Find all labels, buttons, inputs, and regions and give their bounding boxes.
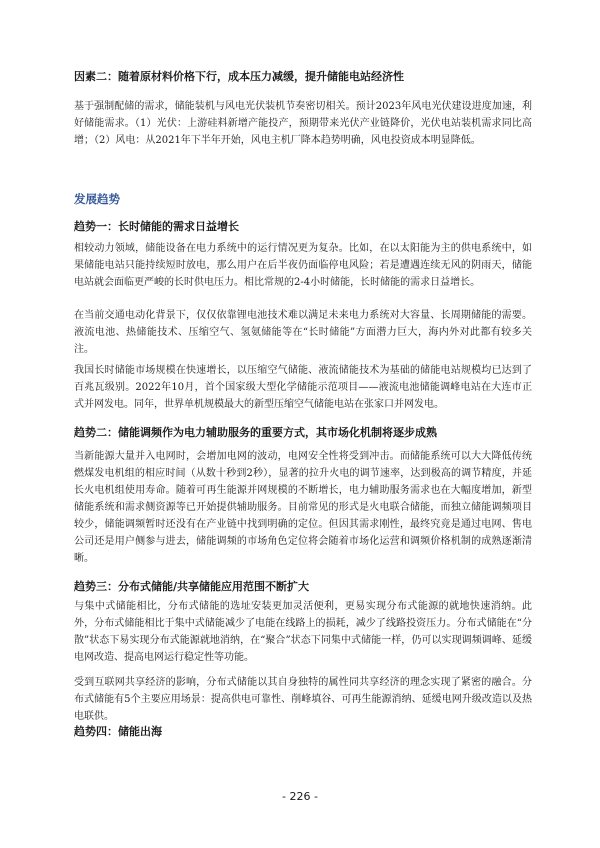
- section-title-block: [74, 191, 532, 207]
- trend3-heading-block: [74, 580, 532, 594]
- section-title: 发展趋势: [74, 192, 120, 206]
- trend1-heading: 趋势一：长时储能的需求日益增长: [74, 220, 239, 233]
- trend3-para1-block: [74, 598, 532, 666]
- factor2-paragraph-block: [74, 98, 532, 149]
- trend1-paragraph-3: 我国长时储能市场规模在快速增长，以压缩空气储能、液流储能技术为基础的储能电站规模均已达到了百兆瓦级别。2022年10月，首个国家级大型化学储能示范项目——液流电池储能调峰电站在大连市正式并网发电。同年，世界单机规模最大的新型压缩空气储能电站在张家口并网发电。: [74, 365, 532, 410]
- trend1-paragraph-2: 在当前交通电动化背景下，仅仅依靠锂电池技术难以满足未来电力系统对大容量、长周期储能的需要。液流电池、热储能技术、压缩空气、氢氨储能等在“长时储能”方面潜力巨大，海内外对此都有较多关注。: [74, 310, 532, 355]
- trend4-heading: 趋势四：储能出海: [74, 725, 162, 738]
- factor2-heading: 因素二：随着原材料价格下行，成本压力减缓，提升储能电站经济性: [74, 70, 404, 83]
- trend3-heading: 趋势三：分布式储能/共享储能应用范围不断扩大: [74, 580, 310, 593]
- trend1-para2-block: [74, 307, 532, 358]
- trend2-para-block: [74, 448, 532, 567]
- trend3-paragraph-1: 与集中式储能相比，分布式储能的选址安装更加灵活便利，更易实现分布式能源的就地快速消纳。此外，分布式储能相比于集中式储能减少了电能在线路上的损耗，减少了线路投资压力。分布式储能在“分散”状态下易实现分布式能源就地消纳，在“聚合”状态下同集中式储能一样，仍可以实现调频调峰、延缓电网改造、提高电网运行稳定性等功能。: [74, 601, 532, 663]
- trend2-paragraph: 当新能源大量并入电网时，会增加电网的波动，电网安全性将受到冲击。而储能系统可以大大降低传统燃煤发电机组的相应时间（从数十秒到2秒），显著的拉升火电的调节速率，达到极高的调节精度，并延长火电机组使用寿命。随着可再生能源并网规模的不断增长，电力辅助服务需求也在大幅度增加，新型储能系统和需求侧资源等已开始提供辅助服务。目前常见的形式是火电联合储能，而独立储能调频项目较少，储能调频暂时还没有在产业链中找到明确的定位。但因其需求刚性，最终究竟是通过电网、售电公司还是用户侧参与进去，储能调频的市场角色定位将会随着市场化运营和调频价格机制的成熟逐渐清晰。: [74, 451, 532, 564]
- trend1-para1-block: [74, 240, 532, 291]
- factor2-heading-block: [74, 70, 532, 84]
- trend2-heading-block: [74, 426, 532, 440]
- factor2-paragraph: 基于强制配储的需求，储能装机与风电光伏装机节奏密切相关。预计2023年风电光伏建设进度加速，利好储能需求。（1）光伏：上游硅料新增产能投产，预期带来光伏产业链降价，光伏电站装机需求同比高增；（2）风电：从2021年下半年开始，风电主机厂降本趋势明确，风电投资成本明显降低。: [74, 101, 532, 146]
- trend4-heading-block: [74, 725, 532, 739]
- page-number: - 226 -: [282, 790, 318, 803]
- trend3-para2-block: [74, 674, 532, 725]
- trend1-heading-block: [74, 220, 532, 234]
- trend3-paragraph-2: 受到互联网共享经济的影响，分布式储能以其自身独特的属性同共享经济的理念实现了紧密的融合。分布式储能有5个主要应用场景：提高供电可靠性、削峰填谷、可再生能源消纳、延缓电网升级改造以及热电联供。: [74, 677, 532, 722]
- trend2-heading: 趋势二：储能调频作为电力辅助服务的重要方式，其市场化机制将逐步成熟: [74, 426, 437, 439]
- trend1-para3-block: [74, 362, 532, 413]
- trend1-paragraph-1: 相较动力领域，储能设备在电力系统中的运行情况更为复杂。比如，在以太阳能为主的供电系统中，如果储能电站只能持续短时放电，那么用户在后半夜仍面临停电风险；若是遭遇连续无风的阴雨天，储能电站就会面临更严峻的长时供电压力。相比常规的2-4小时储能，长时储能的需求日益增长。: [74, 243, 532, 288]
